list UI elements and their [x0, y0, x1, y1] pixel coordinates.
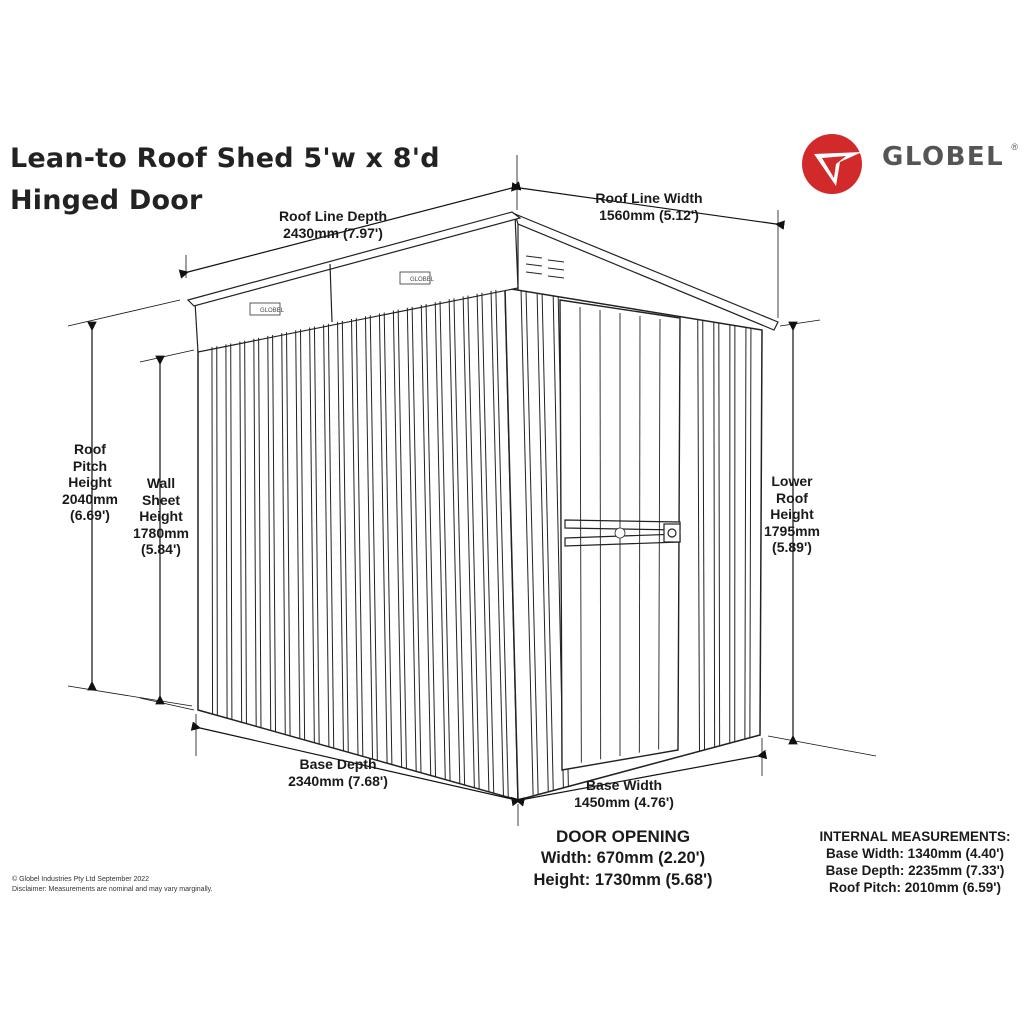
- internal-heading: INTERNAL MEASUREMENTS:: [819, 829, 1011, 844]
- wall-sheet-line-1: Wall: [146, 475, 176, 491]
- title-line-2: Hinged Door: [10, 185, 203, 216]
- lower-roof-height-label: [752, 473, 832, 556]
- lower-roof-line-1: Lower: [771, 473, 813, 489]
- lower-roof-line-4: 1795mm: [763, 522, 821, 539]
- roof-pitch-line-5: (6.69'): [70, 507, 110, 523]
- side-rib: [212, 347, 213, 714]
- roof-pitch-line-1: Roof: [74, 441, 106, 457]
- shed-structure: [188, 212, 778, 800]
- door-opening-width: Width: 670mm (2.20'): [540, 849, 706, 867]
- base-width-value: 1450mm (4.76'): [574, 793, 674, 810]
- roof-pitch-line-2: Pitch: [72, 457, 108, 474]
- side-rib: [217, 346, 218, 715]
- footer-notes: [12, 875, 213, 895]
- internal-roof-pitch: Roof Pitch: 2010mm (6.59'): [828, 880, 1001, 895]
- roof-line-depth-value: 2430mm (7.97'): [283, 224, 383, 241]
- base-depth-title: Base Depth: [299, 756, 377, 772]
- internal-base-width: Base Width: 1340mm (4.40'): [826, 846, 1004, 861]
- roof-line-depth-label: [262, 208, 404, 241]
- wall-sheet-line-5: (5.84'): [141, 541, 181, 557]
- roof-line-width-label: [578, 190, 720, 223]
- panel-badge-right: GLOBEL: [410, 277, 435, 283]
- roof-pitch-line-4: 2040mm: [61, 490, 119, 507]
- lower-roof-line-2: Roof: [776, 489, 808, 506]
- roof-pitch-line-3: Height: [68, 474, 112, 490]
- lower-roof-line-3: Height: [770, 506, 814, 522]
- door-handle-icon: [664, 524, 680, 542]
- panel-badge-left: GLOBEL: [260, 308, 285, 314]
- wall-sheet-line-4: 1780mm: [132, 524, 190, 541]
- roof-line-width-value: 1560mm (5.12'): [599, 206, 699, 223]
- wall-sheet-line-3: Height: [139, 508, 183, 524]
- base-depth-value: 2340mm (7.68'): [288, 772, 388, 789]
- roof-line-width-title: Roof Line Width: [595, 190, 703, 206]
- base-width-title: Base Width: [585, 777, 663, 793]
- copyright-text: © Globel Industries Pty Ltd September 2022: [12, 876, 150, 883]
- roof-line-depth-title: Roof Line Depth: [278, 208, 388, 224]
- wall-sheet-height-label: [122, 475, 200, 558]
- door-opening-heading: DOOR OPENING: [555, 827, 691, 846]
- base-width-label: [556, 777, 692, 810]
- roof-vent-icon: [526, 256, 564, 278]
- title-line-1: Lean-to Roof Shed 5'w x 8'd: [10, 143, 440, 174]
- internal-measurements-block: [796, 828, 1024, 896]
- base-depth-label: [270, 756, 406, 789]
- registered-mark: ®: [1011, 142, 1018, 152]
- roof-pitch-height-label: [50, 441, 130, 524]
- brand-name: GLOBEL: [882, 142, 1005, 172]
- disclaimer-text: Disclaimer: Measurements are nominal and may vary marginally.: [12, 886, 213, 893]
- lower-roof-line-5: (5.89'): [772, 539, 812, 555]
- wall-sheet-line-2: Sheet: [141, 491, 181, 508]
- door-opening-block: [510, 826, 736, 891]
- door-opening-height: Height: 1730mm (5.68'): [533, 871, 713, 889]
- internal-base-depth: Base Depth: 2235mm (7.33'): [825, 863, 1005, 878]
